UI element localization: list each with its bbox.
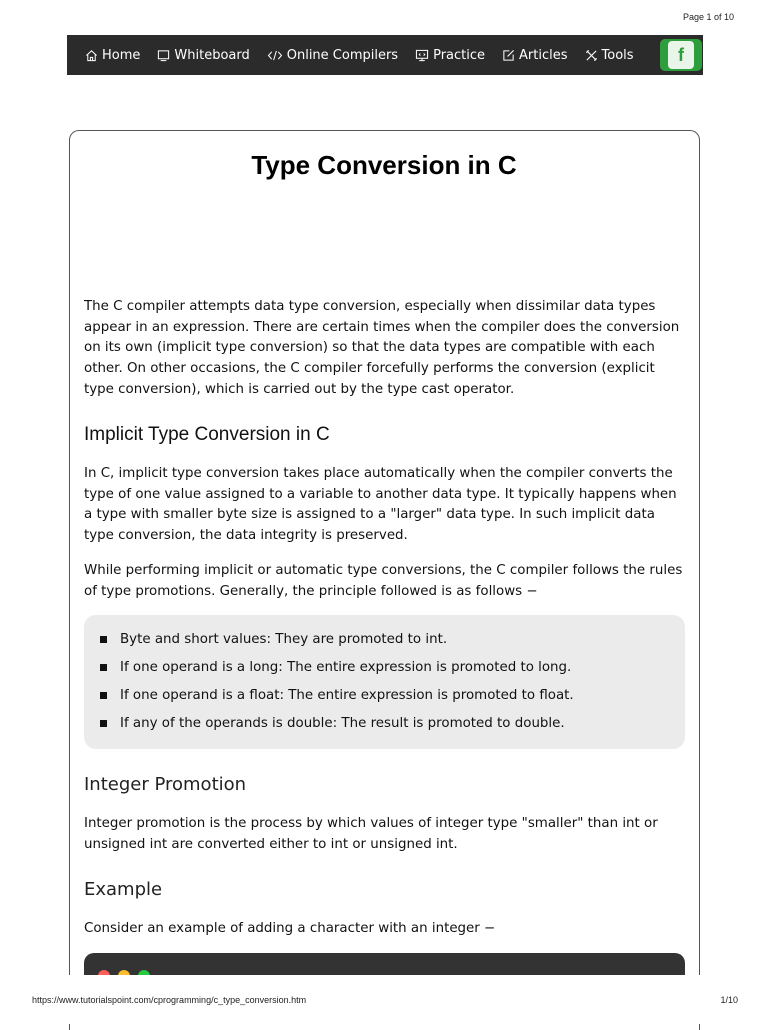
nav-item-practice[interactable] (415, 48, 485, 63)
home-icon (85, 49, 98, 62)
footer-page-number: 1/10 (720, 995, 738, 1005)
whiteboard-icon (157, 49, 170, 62)
edit-icon (502, 49, 515, 62)
nav-item-label: Whiteboard (174, 47, 250, 63)
tools-icon (585, 49, 598, 62)
rule-text: If one operand is a long: The entire expression is promoted to long. (120, 660, 572, 675)
list-item (100, 716, 565, 731)
monitor-icon (415, 49, 429, 62)
list-item (100, 688, 574, 703)
bullet-icon (100, 636, 107, 643)
integer-promotion-heading: Integer Promotion (84, 774, 247, 795)
integer-promotion-paragraph: Integer promotion is the process by which values of integer type "smaller" than int or unsigned int are converted either to int or unsigned int. (84, 816, 658, 852)
nav-item-label: Articles (519, 47, 568, 63)
nav-item-home[interactable] (85, 48, 140, 63)
implicit-paragraph-2: While performing implicit or automatic type conversions, the C compiler follows the rules of type promotions. Generally, the principle followed is as follows − (84, 563, 683, 599)
intro-paragraph: The C compiler attempts data type conversion, especially when dissimilar data types appear in an expression. There are certain times when the compiler does the conversion on its own (implicit type conversion) so that the data types are compatible with each other. On other occasions, the C compiler forcefully performs the conversion (explicit type conversion), which is carried out by the type cast operator. (84, 299, 680, 397)
nav-item-label: Practice (433, 47, 486, 63)
bullet-icon (100, 720, 107, 727)
rule-text: If one operand is a float: The entire expression is promoted to float. (120, 688, 574, 703)
page-title: Type Conversion in C (251, 150, 517, 180)
nav-item-label: Online Compilers (286, 47, 399, 63)
nav-item-label: Home (102, 47, 141, 63)
list-item (100, 632, 447, 647)
implicit-conversion-heading: Implicit Type Conversion in C (84, 424, 330, 445)
nav-item-label: Tools (601, 47, 634, 63)
nav-item-online-compilers[interactable] (267, 48, 398, 63)
nav-item-tools[interactable] (585, 48, 634, 63)
bullet-icon (100, 692, 107, 699)
footer-url: https://www.tutorialspoint.com/cprogramming/c_type_conversion.htm (32, 995, 307, 1005)
example-heading: Example (84, 879, 163, 900)
bullet-icon (100, 664, 107, 671)
rule-text: If any of the operands is double: The result is promoted to double. (120, 716, 565, 731)
rule-text: Byte and short values: They are promoted to int. (120, 632, 448, 647)
example-paragraph: Consider an example of adding a character with an integer − (84, 921, 496, 936)
list-item (100, 660, 571, 675)
nav-item-articles[interactable] (502, 48, 567, 63)
top-navbar (67, 35, 703, 75)
brand-button[interactable] (660, 39, 702, 71)
nav-item-whiteboard[interactable] (157, 48, 249, 63)
code-icon (267, 49, 283, 62)
brand-logo: f (668, 41, 694, 69)
page-indicator: Page 1 of 10 (682, 12, 734, 22)
implicit-paragraph-1: In C, implicit type conversion takes place automatically when the compiler converts the type of one value assigned to a variable to another data type. It typically happens when a type with smaller byte size is assigned to a "larger" data type. In such implicit data type conversion, the data integrity is preserved. (84, 466, 677, 544)
